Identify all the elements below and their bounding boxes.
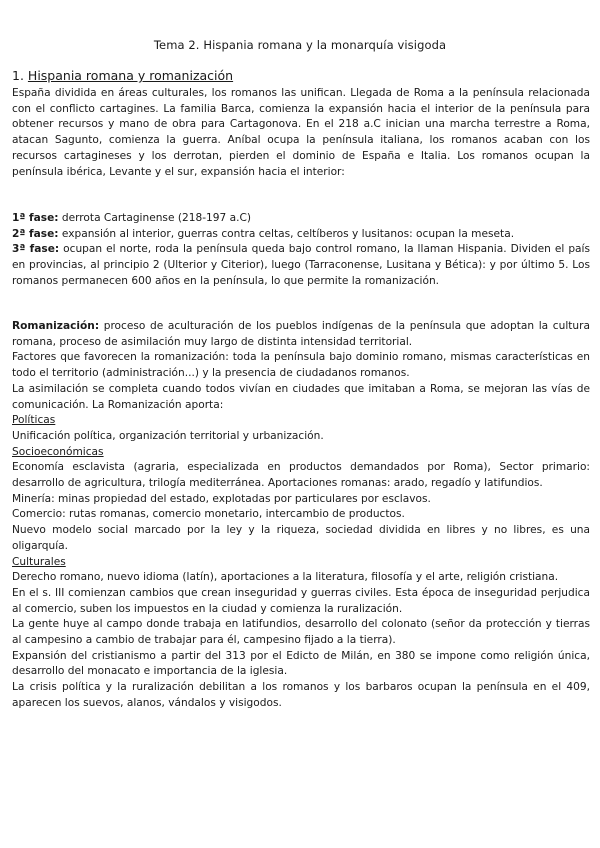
romanizacion-label: Romanización: [12,320,100,332]
fase-1-label: 1ª fase: [12,212,59,224]
intro-block [12,86,590,180]
section-title: Hispania romana y romanización [27,68,234,83]
factores-paragraph: Factores que favorecen la romanización: toda la península bajo dominio romano, mismas características en todo el territorio (administración...) y la presencia de ciudadanos romanos. [12,351,590,380]
crisis-paragraph: En el s. III comienzan cambios que crean inseguridad y guerras civiles. Esta época de inseguridad perjudica al comercio, suben los impuestos en la ciudad y comienza la ruralización. [12,586,590,615]
fase-2-text: expansión al interior, guerras contra celtas, celtíberos y lusitanos: ocupan la meseta. [58,227,515,240]
fase-1 [12,211,590,227]
crisis-paragraph: La crisis política y la ruralización debilitan a los romanos y los barbaros ocupan la península en el 409, aparecen los suevos, alanos, vándalos y visigodos. [12,681,590,709]
socio-heading: Socioeconómicas [12,445,104,458]
crisis-paragraph: La gente huye al campo donde trabaja en latifundios, desarrollo del colonato (señor da protección y tierras al campesino a cambio de trabajar para él, campesino fijado a la tierra). [12,618,590,647]
crisis-paragraph: Expansión del cristianismo a partir del 313 por el Edicto de Milán, en 380 se impone como religión única, desarrollo del monacato e importancia de la iglesia. [12,649,590,678]
romanizacion-text: proceso de aculturación de los pueblos indígenas de la península que adoptan la cultura romana, proceso de asimilación muy largo de distinta intensidad territorial. [12,320,590,348]
section-number: 1. [12,68,24,83]
intro-paragraph: España dividida en áreas culturales, los romanos las unifican. Llegada de Roma a la península relacionada con el conflicto cartagines. La familia Barca, comienza la expansión hacia el interior de la península para obtener recursos y mano de obra para Cartagonova. En el 218 a.C inician una marcha terrestre a Roma, atacan Sagunto, comienza la guerra. Aníbal ocupa la península italiana, los romanos acaban con los recursos cartagineses y los derrotan, pierden el dominio de España e Italia. Los romanos ocupan la península ibérica, Levante y el sur, expansión hacia el interior: [12,87,590,178]
fase-2-label: 2ª fase: [12,227,59,240]
fase-3 [12,242,590,289]
fase-2 [12,227,590,243]
cultural-heading: Culturales [12,555,66,568]
section-heading [12,68,233,83]
socio-paragraph: Minería: minas propiedad del estado, explotadas por particulares por esclavos. [12,492,431,505]
fases-block [12,211,590,290]
socio-paragraph: Nuevo modelo social marcado por la ley y la riqueza, sociedad dividida en libres y no libres, es una oligarquía. [12,524,590,552]
fase-1-text: derrota Cartaginense (218-197 a.C) [58,212,251,224]
page-title: Tema 2. Hispania romana y la monarquía visigoda [153,38,447,52]
socio-paragraph: Economía esclavista (agraria, especializada en productos demandados por Roma), Sector primario: desarrollo de agricultura, trilogía mediterránea. Aportaciones romanas: arado, regadío y latifundios. [12,461,590,490]
asimilacion-paragraph: La asimilación se completa cuando todos vivían en ciudades que imitaban a Roma, se mejoran las vías de comunicación. La Romanización aporta: [12,382,590,411]
romanizacion-block [12,319,590,712]
cultural-paragraph: Derecho romano, nuevo idioma (latín), aportaciones a la literatura, filosofía y el arte, religión cristiana. [12,571,559,584]
romanizacion-definition [12,319,590,350]
politicas-paragraph: Unificación política, organización territorial y urbanización. [12,429,324,442]
fase-3-label: 3ª fase: [12,243,60,256]
politicas-heading: Políticas [12,414,56,427]
fase-3-text: ocupan el norte, roda la península queda bajo control romano, la llaman Hispania. Dividen el país en provincias, al principio 2 (Ulterior y Citerior), luego (Tarraconense, Lusitana y Bética): y por último 5. Los romanos permanecen 600 años en la península, lo que permite la romanización. [12,243,590,287]
socio-paragraph: Comercio: rutas romanas, comercio monetario, intercambio de productos. [12,508,405,521]
